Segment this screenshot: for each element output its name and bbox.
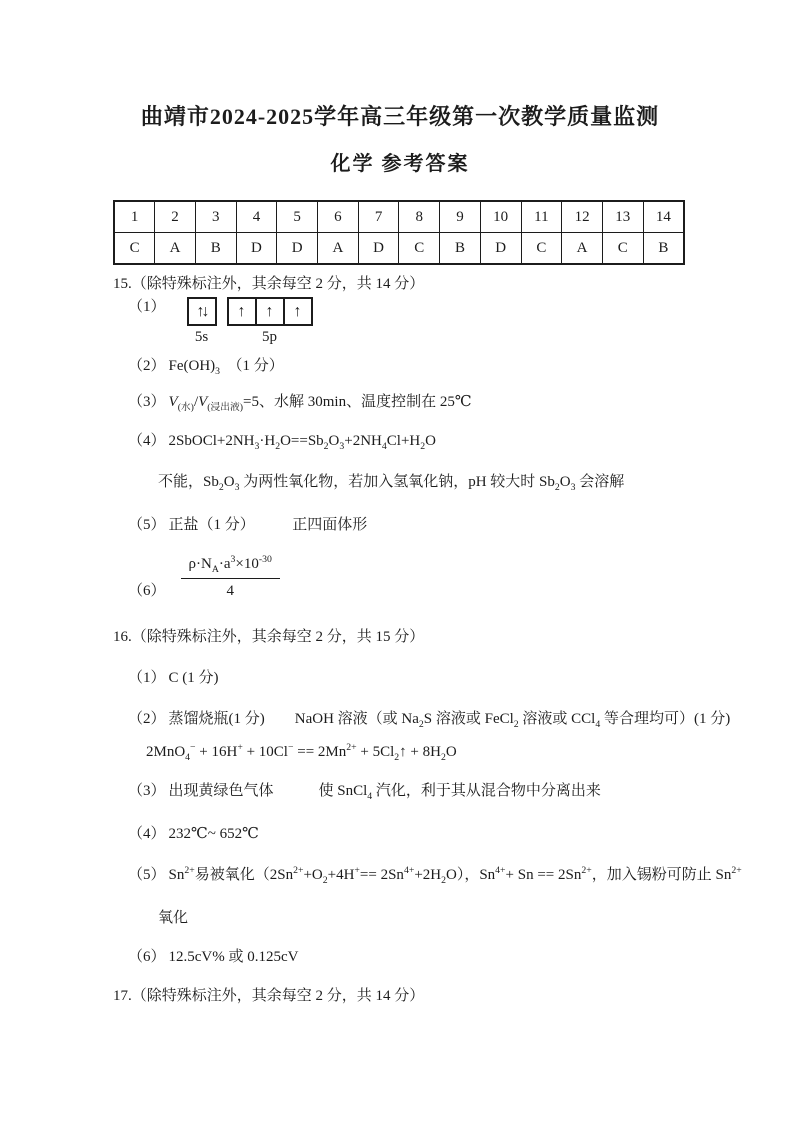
chemical-equation: $2MnO_4^- + 16H^+ + 10Cl^- == 2Mn^{2+}$ + $5Cl_2↑ + 8H_2O$ bbox=[146, 742, 457, 763]
item-label: （3） bbox=[128, 783, 166, 799]
q15-item4-note bbox=[113, 472, 770, 493]
answer-cell: C bbox=[399, 233, 440, 265]
q16-item1 bbox=[113, 668, 770, 689]
question-number-cell: 8 bbox=[399, 201, 440, 233]
answer-cell: D bbox=[480, 233, 521, 265]
fraction-denominator: 4 bbox=[226, 583, 234, 599]
question-number-cell: 12 bbox=[562, 201, 603, 233]
q15-item3 bbox=[113, 392, 770, 413]
item-text: 12.5cV% 或 0.125cV bbox=[168, 949, 299, 965]
question-number-row bbox=[114, 201, 684, 233]
item-text: 不能，$Sb_2O_3$ 为两性氧化物，若加入氢氧化钠，pH 较大时 $Sb_2O_3$ 会溶解 bbox=[158, 474, 625, 493]
orbital-diagram bbox=[187, 297, 313, 348]
answer-cell: D bbox=[358, 233, 399, 265]
item-label: （1） bbox=[128, 299, 166, 315]
answer-cell: B bbox=[195, 233, 236, 265]
answer-cell: D bbox=[236, 233, 277, 265]
orbital-5p-box: ↑ bbox=[285, 297, 313, 326]
orbital-5p-group bbox=[227, 297, 313, 348]
q16-header: 16.（除特殊标注外，其余每空 2 分，共 15 分） bbox=[113, 629, 425, 645]
item-label: （6） bbox=[128, 583, 166, 599]
item-text: 蒸馏烧瓶(1 分) NaOH 溶液（或 $Na_2S$ 溶液或 FeCl$_2$ 溶液或 CCl$_4$ 等合理均可）(1 分) bbox=[168, 711, 731, 730]
answer-row bbox=[114, 233, 684, 265]
document-content bbox=[0, 200, 800, 1007]
answer-cell: B bbox=[643, 233, 684, 265]
answer-cell: C bbox=[114, 233, 155, 265]
question-number-cell: 3 bbox=[195, 201, 236, 233]
q15-item1 bbox=[113, 297, 770, 348]
paired-electrons: ↑↓ bbox=[196, 303, 207, 320]
q16-item3 bbox=[113, 781, 770, 802]
q16-item5-note bbox=[113, 908, 770, 929]
question-number-cell: 6 bbox=[318, 201, 359, 233]
orbital-5s-group bbox=[187, 297, 217, 348]
answer-table bbox=[113, 200, 685, 265]
question-number-cell: 4 bbox=[236, 201, 277, 233]
q17-header: 17.（除特殊标注外，其余每空 2 分，共 14 分） bbox=[113, 988, 425, 1004]
answer-cell: C bbox=[521, 233, 562, 265]
item-text: $V_{(水)}/V_{(浸出液)}=5$、水解 30min、温度控制在 25℃ bbox=[168, 394, 472, 413]
question-number-cell: 14 bbox=[643, 201, 684, 233]
answer-cell: C bbox=[602, 233, 643, 265]
fraction-numerator: $\rho\cdot N_A\cdot a^3\times 10^{-30}$ bbox=[181, 554, 280, 579]
q15-item5 bbox=[113, 515, 770, 536]
orbital-5p-box: ↑ bbox=[257, 297, 285, 326]
chemical-equation: $2SbOCl+2NH_3\cdot H_2O==Sb_2O_3+2NH_4Cl+H_2O$ bbox=[168, 433, 436, 452]
fraction-expression bbox=[181, 554, 280, 602]
q16-item4 bbox=[113, 824, 770, 845]
question-number-cell: 13 bbox=[602, 201, 643, 233]
q15-item4 bbox=[113, 431, 770, 452]
item-text: 正盐（1 分） 正四面体形 bbox=[168, 517, 368, 533]
orbital-5p-boxes bbox=[227, 297, 313, 326]
item-label: （4） bbox=[128, 433, 166, 449]
page-title: 曲靖市2024-2025学年高三年级第一次教学质量监测 bbox=[140, 104, 660, 129]
item-label: （2） bbox=[128, 358, 166, 374]
answer-cell: A bbox=[318, 233, 359, 265]
q15-item6 bbox=[113, 554, 770, 602]
item-label: （5） bbox=[128, 517, 166, 533]
q16-item2 bbox=[113, 709, 770, 730]
item-text: C (1 分) bbox=[168, 670, 219, 686]
question-number-cell: 1 bbox=[114, 201, 155, 233]
q16-item2-equation bbox=[113, 742, 770, 763]
answer-cell: D bbox=[277, 233, 318, 265]
question-number-cell: 2 bbox=[155, 201, 196, 233]
q15-item2 bbox=[113, 356, 770, 377]
question-number-cell: 11 bbox=[521, 201, 562, 233]
page-subtitle: 化学 参考答案 bbox=[330, 153, 470, 175]
orbital-5p-label: 5p bbox=[262, 329, 278, 345]
item-text: 232℃~ 652℃ bbox=[168, 826, 259, 842]
answer-cell: A bbox=[562, 233, 603, 265]
q16-item6 bbox=[113, 947, 770, 968]
orbital-5p-box: ↑ bbox=[227, 297, 257, 326]
item-text: $Fe(OH)_3$ （1 分） bbox=[168, 358, 284, 377]
item-label: （1） bbox=[128, 670, 166, 686]
item-text: 出现黄绿色气体 使 SnCl$_4$ 汽化，利于其从混合物中分离出来 bbox=[168, 783, 601, 802]
q15-header: 15.（除特殊标注外，其余每空 2 分，共 14 分） bbox=[113, 276, 425, 292]
item-label: （4） bbox=[128, 826, 166, 842]
item-label: （3） bbox=[128, 394, 166, 410]
orbital-5s-box bbox=[187, 297, 217, 326]
answer-cell: B bbox=[440, 233, 481, 265]
item-label: （2） bbox=[128, 711, 166, 727]
answer-cell: A bbox=[155, 233, 196, 265]
q16-item5 bbox=[113, 865, 770, 886]
question-number-cell: 9 bbox=[440, 201, 481, 233]
question-number-cell: 10 bbox=[480, 201, 521, 233]
item-text: 氧化 bbox=[158, 910, 189, 926]
orbital-5s-label: 5s bbox=[194, 329, 209, 345]
item-text: $Sn^{2+}$易被氧化$(2Sn^{2+}+O_2+4H^+== 2Sn^{4+}+2H_2O)$，$Sn^{4+}+ Sn == 2Sn^{2+}$，加入锡粉可防止 $Sn^{2+}$ bbox=[168, 865, 742, 886]
item-label: （6） bbox=[128, 949, 166, 965]
question-number-cell: 7 bbox=[358, 201, 399, 233]
question-number-cell: 5 bbox=[277, 201, 318, 233]
item-label: （5） bbox=[128, 867, 166, 883]
